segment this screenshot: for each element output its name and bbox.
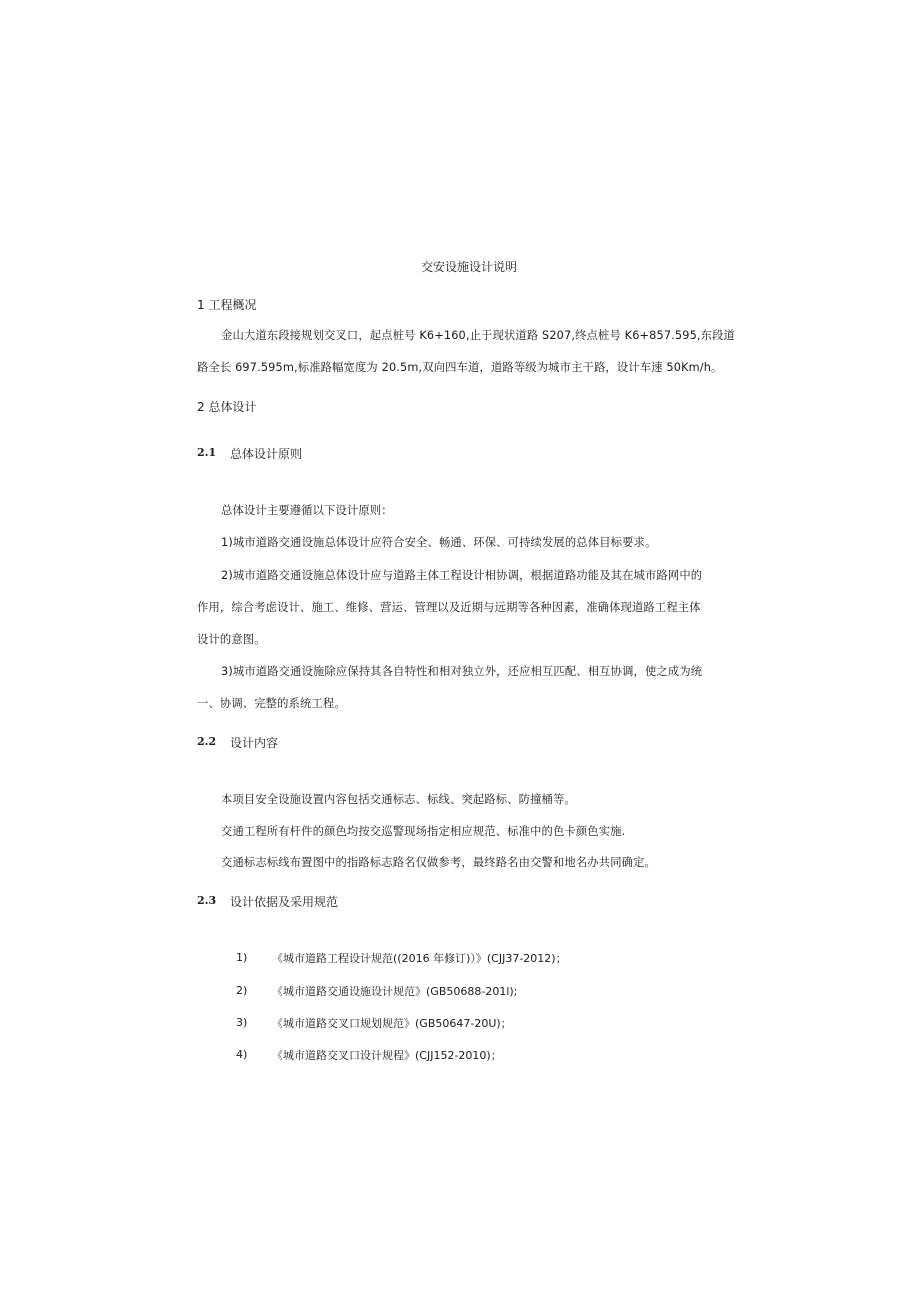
reference-number: 3)	[236, 1016, 248, 1029]
subsection-2-2-heading: 设计内容	[230, 736, 279, 750]
section-2-heading: 2 总体设计	[197, 400, 257, 414]
subsection-2-2-number: 2.2	[197, 735, 217, 748]
subsection-2-3-heading: 设计依据及采用规范	[230, 895, 339, 909]
principles-intro: 总体设计主要遵循以下设计原则：	[221, 504, 393, 517]
design-content-line-1: 本项目安全设施设置内容包括交通标志、标线、突起路标、防撞桶等。	[221, 793, 576, 806]
section-1-line-1: 金山大道东段接规划交叉口，起点桩号 K6+160,止于现状道路 S207,终点桩号 K6+857.595,东段道	[221, 329, 735, 342]
document-title: 交安设施设计说明	[420, 260, 517, 274]
principle-1: 1)城市道路交通设施总体设计应符合安全、畅通、环保、可持续发展的总体目标要求。	[221, 536, 657, 549]
reference-item: 《城市道路工程设计规范((2016 年修订)）》(CJJ37-2012)；	[272, 952, 567, 965]
principle-2-line-1: 2)城市道路交通设施总体设计应与道路主体工程设计相协调，根据道路功能及其在城市路网中的	[221, 569, 703, 582]
section-1-heading: 1 工程概况	[197, 298, 257, 312]
reference-item: 《城市道路交叉口规划规范》(GB50647-20U)；	[272, 1017, 512, 1030]
reference-number: 1)	[236, 951, 248, 964]
principle-2-line-2: 作用，综合考虑设计、施工、维修、营运、管理以及近期与远期等各种因素，准确体现道路工程主体	[197, 601, 701, 614]
reference-number: 4)	[236, 1048, 248, 1061]
design-content-line-3: 交通标志标线布置图中的指路标志路名仅做参考，最终路名由交警和地名办共同确定。	[221, 856, 656, 869]
reference-item: 《城市道路交通设施设计规范》(GB50688-201l);	[272, 985, 518, 998]
section-1-line-2: 路全长 697.595m,标准路幅宽度为 20.5m,双向四车道，道路等级为城市主干路，设计车速 50Km∕h。	[197, 361, 723, 374]
principle-2-line-3: 设计的意图。	[197, 633, 266, 646]
design-content-line-2: 交通工程所有杆件的颜色均按交巡警现场指定相应规范、标准中的色卡颜色实施.	[221, 825, 626, 838]
reference-number: 2)	[236, 984, 248, 997]
subsection-2-1-number: 2.1	[197, 446, 217, 459]
reference-item: 《城市道路交叉口设计规程》(CJJ152-2010)；	[272, 1049, 502, 1062]
subsection-2-1-heading: 总体设计原则	[230, 447, 303, 461]
subsection-2-3-number: 2.3	[197, 894, 217, 907]
principle-3-line-2: 一、协调、完整的系统工程。	[197, 697, 346, 710]
principle-3-line-1: 3)城市道路交通设施除应保持其各自特性和相对独立外，还应相互匹配、相互协调，使之成为统	[221, 665, 703, 678]
